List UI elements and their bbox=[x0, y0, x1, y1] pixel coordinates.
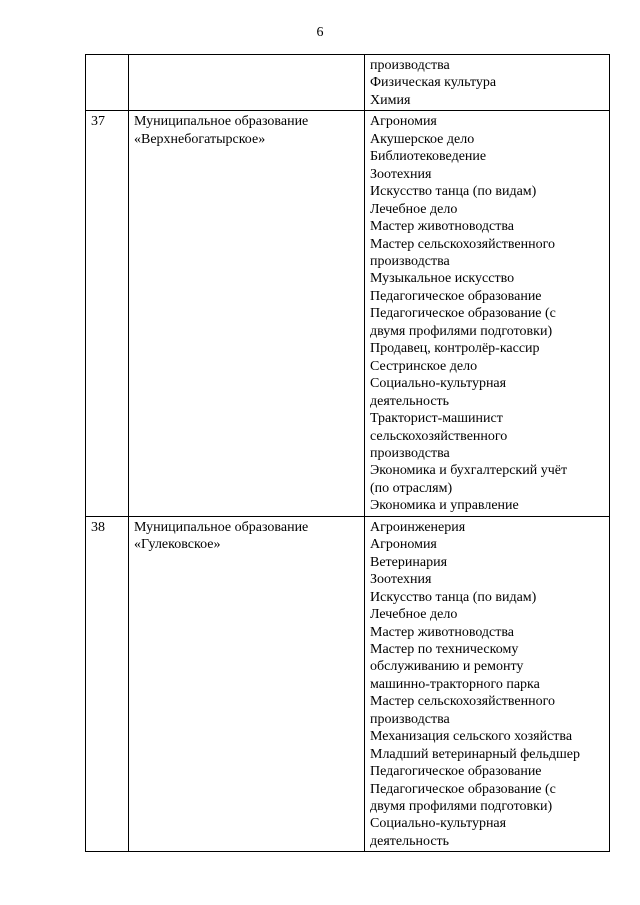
municipality-name-line: «Гулековское» bbox=[134, 537, 221, 553]
specialty-line: производства bbox=[370, 253, 450, 269]
specialty-line: Мастер животноводства bbox=[370, 219, 515, 235]
municipality-name-line: Муниципальное образование bbox=[134, 114, 309, 130]
specialty-line: Библиотековедение bbox=[370, 149, 487, 165]
specialty-line: Искусство танца (по видам) bbox=[370, 184, 537, 200]
specialty-line: Педагогическое образование (с bbox=[370, 781, 556, 797]
specialty-line: Младший ветеринарный фельдшер bbox=[370, 746, 580, 762]
table-row bbox=[86, 516, 610, 852]
specialty-line: сельскохозяйственного bbox=[370, 428, 508, 444]
specialty-line: Искусство танца (по видам) bbox=[370, 589, 537, 605]
specialty-line: Социально-культурная bbox=[370, 376, 507, 392]
table-row bbox=[86, 111, 610, 516]
specialty-line: Механизация сельского хозяйства bbox=[370, 729, 573, 745]
specialty-line: Мастер по техническому bbox=[370, 641, 519, 657]
specialty-line: Педагогическое образование bbox=[370, 764, 542, 780]
page-number: 6 bbox=[316, 25, 324, 40]
specialty-line: производства bbox=[370, 445, 450, 461]
municipality-name-line: Муниципальное образование bbox=[134, 519, 309, 535]
specialty-line: двумя профилями подготовки) bbox=[370, 323, 553, 339]
municipality-specialties-table bbox=[85, 54, 610, 852]
row-number-cell: 37 bbox=[86, 111, 129, 516]
specialty-line: Мастер сельскохозяйственного bbox=[370, 236, 556, 252]
specialty-line: Мастер сельскохозяйственного bbox=[370, 694, 556, 710]
specialty-line: двумя профилями подготовки) bbox=[370, 799, 553, 815]
specialty-line: Зоотехния bbox=[370, 166, 432, 182]
specialty-line: (по отраслям) bbox=[370, 480, 453, 496]
specialty-line: Физическая культура bbox=[370, 75, 497, 91]
specialty-line: обслуживанию и ремонту bbox=[370, 659, 524, 675]
specialty-line: производства bbox=[370, 58, 450, 73]
specialties-cell bbox=[365, 111, 610, 516]
specialty-line: производства bbox=[370, 711, 450, 727]
specialty-line: Педагогическое образование bbox=[370, 288, 542, 304]
specialty-line: машинно-тракторного парка bbox=[370, 676, 540, 692]
row-number-cell: 38 bbox=[86, 516, 129, 852]
specialty-line: Химия bbox=[370, 92, 411, 108]
specialty-line: Лечебное дело bbox=[370, 201, 458, 217]
specialty-line: деятельность bbox=[370, 833, 450, 849]
specialty-line: Лечебное дело bbox=[370, 607, 458, 623]
specialty-line: Музыкальное искусство bbox=[370, 271, 515, 287]
municipality-cell bbox=[129, 55, 365, 111]
specialty-line: Зоотехния bbox=[370, 572, 432, 588]
specialty-line: Агрономия bbox=[370, 537, 437, 553]
municipality-cell bbox=[129, 516, 365, 852]
specialty-line: Агроинженерия bbox=[370, 519, 466, 535]
table-row bbox=[86, 55, 610, 111]
specialty-line: Ветеринария bbox=[370, 554, 448, 570]
specialty-line: Тракторист-машинист bbox=[370, 411, 503, 427]
specialty-line: Экономика и бухгалтерский учёт bbox=[370, 463, 568, 479]
specialty-line: деятельность bbox=[370, 393, 450, 409]
specialties-cell bbox=[365, 516, 610, 852]
specialty-line: Мастер животноводства bbox=[370, 624, 515, 640]
specialties-cell bbox=[365, 55, 610, 111]
specialty-line: Агрономия bbox=[370, 114, 437, 130]
row-number-cell bbox=[86, 55, 129, 111]
municipality-name-line: «Верхнебогатырское» bbox=[134, 131, 266, 147]
specialty-line: Социально-культурная bbox=[370, 816, 507, 832]
municipality-cell bbox=[129, 111, 365, 516]
specialty-line: Продавец, контролёр-кассир bbox=[370, 341, 540, 357]
specialty-line: Акушерское дело bbox=[370, 131, 475, 147]
specialty-line: Экономика и управление bbox=[370, 498, 519, 514]
specialty-line: Сестринское дело bbox=[370, 358, 478, 374]
specialty-line: Педагогическое образование (с bbox=[370, 306, 556, 322]
